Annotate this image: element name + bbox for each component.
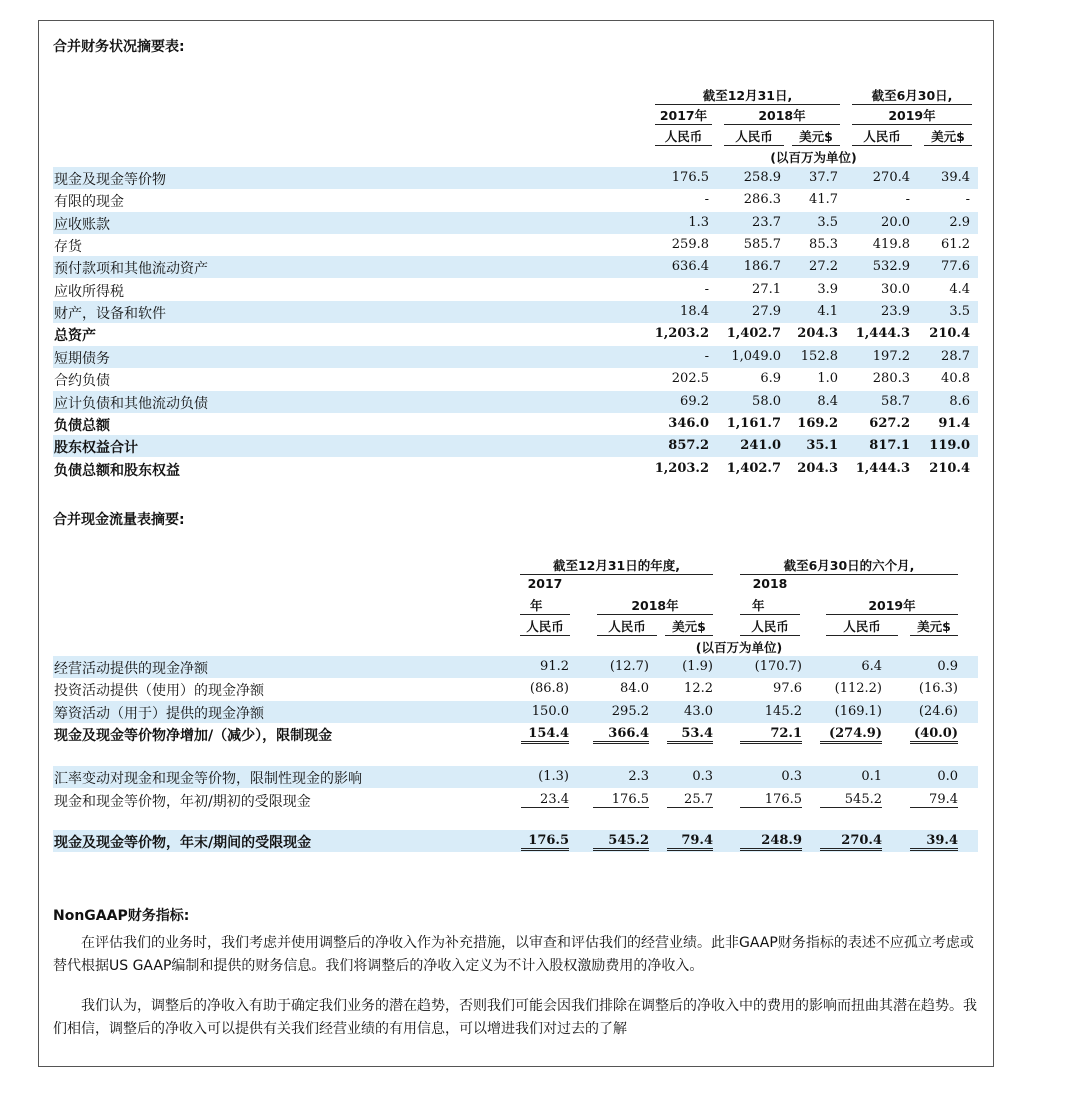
bs-cell: 27.1 xyxy=(752,281,781,297)
cf-cell: 72.1 xyxy=(740,726,802,744)
bs-cell: 30.0 xyxy=(881,281,910,297)
bs-row-label: 短期债务 xyxy=(54,350,110,367)
bs-period-a: 截至12月31日, xyxy=(655,86,840,105)
bs-cell: 258.9 xyxy=(743,170,781,185)
bs-cur-rmb-2017: 人民币 xyxy=(655,127,712,146)
cf-row xyxy=(53,656,978,678)
bs-cell: 241.0 xyxy=(740,438,781,454)
cf-cur-2: 人民币 xyxy=(597,617,657,636)
bs-cell: 8.6 xyxy=(949,393,970,409)
bs-row-label: 股东权益合计 xyxy=(54,440,138,457)
bs-cell: 27.9 xyxy=(752,304,781,320)
bs-cell: 3.5 xyxy=(949,304,970,320)
bs-cell: 346.0 xyxy=(668,415,709,431)
bs-cell: 58.0 xyxy=(752,393,781,409)
cf-row xyxy=(53,678,978,700)
cf-cell: (112.2) xyxy=(834,681,882,696)
bs-cell: 259.8 xyxy=(671,237,709,253)
cf-cell: (169.1) xyxy=(834,704,882,719)
cf-cell: 176.5 xyxy=(593,792,649,808)
cf-cell: 176.5 xyxy=(740,792,802,808)
bs-cell: 636.4 xyxy=(671,259,709,275)
bs-cell: 152.8 xyxy=(800,348,838,364)
bs-cell: 37.7 xyxy=(809,170,838,185)
bs-row xyxy=(53,301,978,323)
cf-cell: 154.4 xyxy=(521,726,569,744)
bs-cell: 18.4 xyxy=(680,304,709,320)
bs-cell: 4.1 xyxy=(817,304,838,320)
cf-cell: 6.4 xyxy=(861,659,882,674)
bs-row xyxy=(53,279,978,301)
cf-year-2018b-bottom: 年 xyxy=(740,596,800,615)
cf-cell: 2.3 xyxy=(628,769,649,784)
bs-cell: 1,203.2 xyxy=(654,460,709,476)
cf-year-2018: 2018年 xyxy=(597,596,713,615)
cf-row-label: 投资活动提供（使用）的现金净额 xyxy=(54,683,264,699)
bs-cell: 176.5 xyxy=(671,170,709,185)
cf-row xyxy=(53,766,978,788)
bs-cell: 1.3 xyxy=(688,214,709,230)
cf-cur-1: 人民币 xyxy=(520,617,570,636)
bs-row xyxy=(53,212,978,234)
bs-row xyxy=(53,435,978,457)
bs-cell: 20.0 xyxy=(881,214,910,230)
bs-cell: 77.6 xyxy=(941,259,970,275)
balance-sheet-title: 合并财务状况摘要表: xyxy=(53,39,185,55)
bs-cell: 3.9 xyxy=(817,281,838,297)
bs-cell: 197.2 xyxy=(872,348,910,364)
cf-row xyxy=(53,723,978,745)
bs-row xyxy=(53,167,978,189)
bs-row xyxy=(53,346,978,368)
bs-row-label: 应收账款 xyxy=(54,216,110,233)
bs-cell: 3.5 xyxy=(817,214,838,230)
cf-cell: (1.9) xyxy=(682,659,713,674)
bs-cell: 69.2 xyxy=(680,393,709,409)
bs-cell: 28.7 xyxy=(941,348,970,364)
bs-row xyxy=(53,368,978,390)
cf-cell: 91.2 xyxy=(540,659,569,674)
bs-row-label: 负债总额和股东权益 xyxy=(54,462,180,479)
cash-flow-title: 合并现金流量表摘要: xyxy=(53,512,185,528)
cf-unit: (以百万为单位) xyxy=(695,640,783,655)
bs-cell: 169.2 xyxy=(797,415,838,431)
cf-cell: (274.9) xyxy=(820,726,882,744)
cf-row-label: 现金和现金等价物，年初/期初的受限现金 xyxy=(54,794,311,810)
bs-cell: 585.7 xyxy=(743,237,781,253)
bs-cell: 186.7 xyxy=(743,259,781,275)
cf-cell: 545.2 xyxy=(820,792,882,808)
bs-cell: 23.7 xyxy=(752,214,781,230)
bs-cell: 210.4 xyxy=(929,326,970,342)
bs-cell: 204.3 xyxy=(797,326,838,342)
bs-row-label: 总资产 xyxy=(54,328,96,345)
bs-cell: 4.4 xyxy=(949,281,970,297)
cf-cur-6: 美元$ xyxy=(910,617,958,636)
bs-year-2018: 2018年 xyxy=(724,106,840,125)
bs-cell: 627.2 xyxy=(869,415,910,431)
cf-period-b: 截至6月30日的六个月, xyxy=(740,556,958,575)
bs-cell: 27.2 xyxy=(809,259,838,275)
bs-row-label: 应收所得税 xyxy=(54,283,124,300)
cf-cell: 53.4 xyxy=(667,726,713,744)
bs-cur-usd-2018: 美元$ xyxy=(792,127,840,146)
bs-row-label: 负债总额 xyxy=(54,417,110,434)
cf-cell: 545.2 xyxy=(593,833,649,851)
cf-year-2017-bottom: 年 xyxy=(520,596,570,615)
bs-row xyxy=(53,189,978,211)
bs-cell: 1,203.2 xyxy=(654,326,709,342)
bs-cell: 1.0 xyxy=(817,371,838,387)
bs-cell: 204.3 xyxy=(797,460,838,476)
cf-cell: 25.7 xyxy=(667,792,713,808)
bs-row xyxy=(53,323,978,345)
bs-row xyxy=(53,256,978,278)
bs-year-2017: 2017年 xyxy=(655,106,712,125)
cf-cell: 12.2 xyxy=(684,681,713,696)
non-gaap-paragraph-2: 我们认为，调整后的净收入有助于确定我们业务的潜在趋势，否则我们可能会因我们排除在调整后的净收入中的费用的影响而扭曲其潜在趋势。我们相信，调整后的净收入可以提供有关我们经营业绩的有用信息，可以增进我们对过去的了解 xyxy=(53,998,977,1037)
cf-row-label: 现金及现金等价物，年末/期间的受限现金 xyxy=(54,835,312,851)
cf-cell: 39.4 xyxy=(910,833,958,851)
bs-cell: 8.4 xyxy=(817,393,838,409)
bs-row xyxy=(53,391,978,413)
bs-cell: 41.7 xyxy=(809,192,838,208)
bs-cur-rmb-2018: 人民币 xyxy=(724,127,784,146)
bs-cell: 857.2 xyxy=(668,438,709,454)
bs-cell: - xyxy=(704,192,709,208)
cf-year-2017-top: 2017 xyxy=(527,576,563,591)
cf-cell: 97.6 xyxy=(773,681,802,696)
cf-cell: 0.1 xyxy=(861,769,882,784)
bs-cell: 1,161.7 xyxy=(726,415,781,431)
bs-row xyxy=(53,234,978,256)
bs-cell: 23.9 xyxy=(881,304,910,320)
bs-cell: 91.4 xyxy=(938,415,970,431)
bs-cell: 40.8 xyxy=(941,371,970,387)
cf-cell: (40.0) xyxy=(910,726,958,744)
bs-cell: 419.8 xyxy=(872,237,910,253)
bs-cell: 61.2 xyxy=(941,237,970,253)
bs-unit: (以百万为单位) xyxy=(770,150,857,165)
cf-cell: 0.0 xyxy=(937,769,958,784)
cf-cell: 0.3 xyxy=(781,769,802,784)
cf-row xyxy=(53,701,978,723)
bs-cell: 6.9 xyxy=(760,371,781,387)
bs-cell: 58.7 xyxy=(881,393,910,409)
cf-row-label: 现金及现金等价物净增加/（减少），限制现金 xyxy=(54,728,333,744)
bs-row-label: 现金及现金等价物 xyxy=(54,172,166,188)
cf-year-2018b-top: 2018 xyxy=(752,576,788,591)
bs-row-label: 有限的现金 xyxy=(54,194,124,211)
bs-cell: 119.0 xyxy=(929,438,970,454)
cf-year-2019: 2019年 xyxy=(826,596,958,615)
bs-cell: 280.3 xyxy=(872,371,910,387)
bs-cell: 270.4 xyxy=(872,170,910,185)
bs-cell: 817.1 xyxy=(869,438,910,454)
bs-row-label: 应计负债和其他流动负债 xyxy=(54,395,208,412)
cf-cell: 0.3 xyxy=(692,769,713,784)
cf-cur-3: 美元$ xyxy=(665,617,713,636)
cf-cur-4: 人民币 xyxy=(740,617,800,636)
cf-cell: 43.0 xyxy=(684,704,713,719)
bs-row-label: 预付款项和其他流动资产 xyxy=(54,261,208,278)
bs-cell: 1,444.3 xyxy=(855,460,910,476)
cf-cell: 145.2 xyxy=(764,704,802,719)
bs-cell: 35.1 xyxy=(806,438,838,454)
bs-cell: - xyxy=(704,281,709,297)
cf-cell: 0.9 xyxy=(937,659,958,674)
cf-cell: (1.3) xyxy=(538,769,569,784)
bs-cell: 85.3 xyxy=(809,237,838,253)
cf-cell: 176.5 xyxy=(521,833,569,851)
cf-row-label: 筹资活动（用于）提供的现金净额 xyxy=(54,706,264,722)
bs-cell: - xyxy=(704,348,709,364)
cf-cell: (86.8) xyxy=(529,681,569,696)
bs-cur-rmb-2019: 人民币 xyxy=(852,127,912,146)
cf-row-label: 经营活动提供的现金净额 xyxy=(54,661,208,677)
cf-cell: 270.4 xyxy=(820,833,882,851)
cf-cell: 23.4 xyxy=(521,792,569,808)
bs-row-label: 财产，设备和软件 xyxy=(54,306,166,323)
cf-row xyxy=(53,789,978,811)
cf-cell: 84.0 xyxy=(620,681,649,696)
bs-cell: 2.9 xyxy=(949,214,970,230)
cf-cell: 366.4 xyxy=(593,726,649,744)
cf-cell: 248.9 xyxy=(740,833,802,851)
non-gaap-title: NonGAAP财务指标: xyxy=(53,908,190,924)
cf-cell: 79.4 xyxy=(667,833,713,851)
bs-row xyxy=(53,413,978,435)
bs-row-label: 存货 xyxy=(54,239,82,256)
bs-cell: 532.9 xyxy=(872,259,910,275)
cf-cell: 79.4 xyxy=(910,792,958,808)
cf-row xyxy=(53,830,978,852)
cf-cell: 150.0 xyxy=(531,704,569,719)
bs-cell: 39.4 xyxy=(941,170,970,185)
non-gaap-paragraph-1: 在评估我们的业务时，我们考虑并使用调整后的净收入作为补充措施，以审查和评估我们的经营业绩。此非GAAP财务指标的表述不应孤立考虑或替代根据US GAAP编制和提供的财务信息。我们将调整后的净收入定义为不计入股权激励费用的净收入。 xyxy=(53,935,974,974)
cf-cell: (16.3) xyxy=(918,681,958,696)
bs-period-b: 截至6月30日, xyxy=(852,86,972,105)
cf-cell: (24.6) xyxy=(918,704,958,719)
cf-period-a: 截至12月31日的年度, xyxy=(520,556,713,575)
bs-cell: - xyxy=(965,192,970,208)
bs-cell: 1,402.7 xyxy=(726,460,781,476)
bs-row-label: 合约负债 xyxy=(54,373,110,390)
bs-cell: 202.5 xyxy=(671,371,709,387)
bs-cell: - xyxy=(905,192,910,208)
bs-cell: 1,049.0 xyxy=(731,348,781,364)
cf-cur-5: 人民币 xyxy=(826,617,898,636)
bs-cell: 1,402.7 xyxy=(726,326,781,342)
cf-cell: (170.7) xyxy=(754,659,802,674)
cf-row-label: 汇率变动对现金和现金等价物，限制性现金的影响 xyxy=(54,771,362,787)
bs-cell: 1,444.3 xyxy=(855,326,910,342)
bs-cell: 210.4 xyxy=(929,460,970,476)
bs-cur-usd-2019: 美元$ xyxy=(924,127,972,146)
bs-cell: 286.3 xyxy=(743,192,781,208)
bs-row xyxy=(53,458,978,480)
bs-year-2019: 2019年 xyxy=(852,106,972,125)
cf-cell: 295.2 xyxy=(611,704,649,719)
cf-cell: (12.7) xyxy=(609,659,649,674)
